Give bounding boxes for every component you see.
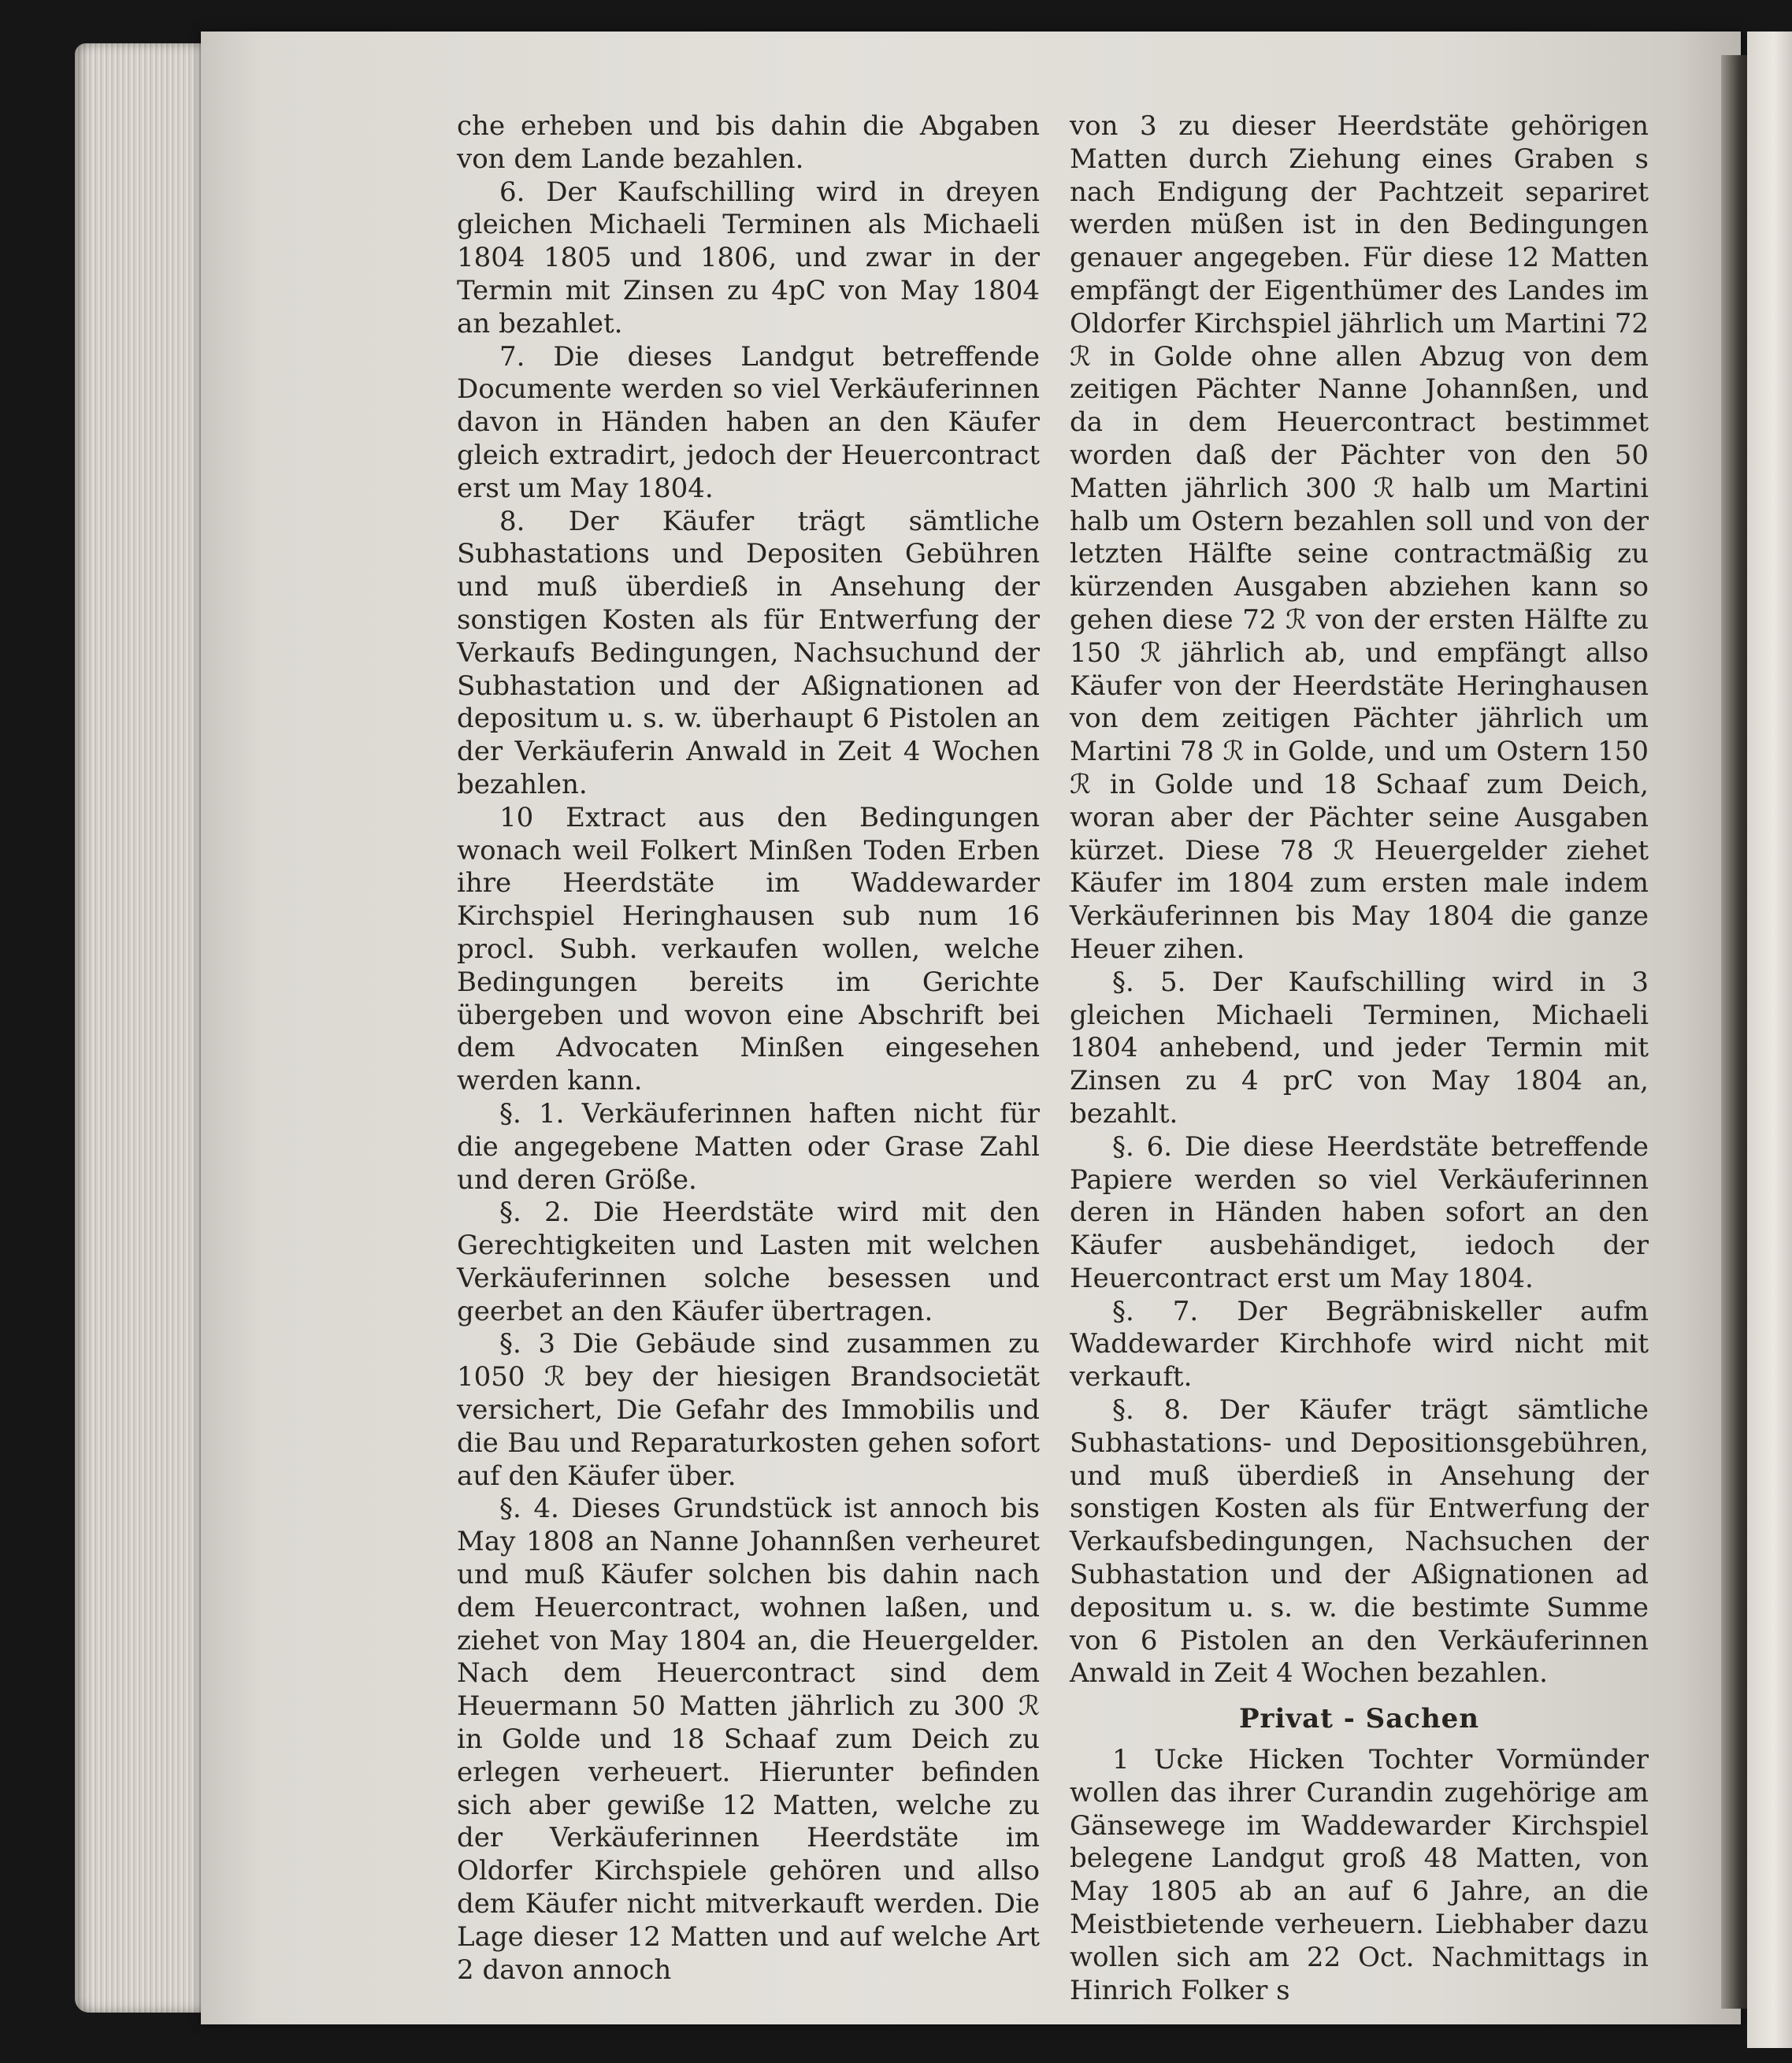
paragraph: 8. Der Käufer trägt sämtliche Subhastations und Depositen Gebühren und muß überdieß in Ansehung der sonstigen Kosten als für Entwerfung der Verkaufs Bedingungen, Nachsuchund der Subhastation und der Aßignationen ad depositum u. s. w. überhaupt 6 Pistolen an der Verkäuferin Anwald in Zeit 4 Wochen bezahlen. — [457, 505, 1040, 800]
paragraph: 7. Die dieses Landgut betreffende Documente werden so viel Verkäuferinnen davon in Händen haben an den Käufer gleich extradirt, jedoch der Heuercontract erst um May 1804. — [457, 340, 1040, 504]
paragraph: §. 3 Die Gebäude sind zusammen zu 1050 ℛ bey der hiesigen Brandsocietät versichert, Die Gefahr des Immobilis und die Bau und Reparaturkosten gehen sofort auf den Käufer über. — [457, 1328, 1040, 1492]
facing-page-edge — [1747, 32, 1792, 2048]
paragraph: 6. Der Kaufschilling wird in dreyen gleichen Michaeli Terminen als Michaeli 1804 1805 und 1806, und zwar in der Termin mit Zinsen zu 4pC von May 1804 an bezahlet. — [457, 176, 1040, 340]
book-page-edges — [75, 43, 213, 2013]
paragraph: §. 6. Die diese Heerdstäte betreffende Papiere werden so viel Verkäuferinnen deren in Händen haben sofort an den Käufer ausbehändiget, iedoch der Heuercontract erst um May 1804. — [1070, 1130, 1649, 1294]
paragraph: 1 Ucke Hicken Tochter Vormünder wollen das ihrer Curandin zugehörige am Gänsewege im Waddewarder Kirchspiel belegene Landgut groß 48 Matten, von May 1805 ab an auf 6 Jahre, an die Meistbietende verheuern. Liebhaber dazu wollen sich am 22 Oct. Nachmittags in Hinrich Folker s — [1070, 1744, 1649, 2006]
right-text-column — [1070, 110, 1649, 2007]
paragraph: che erheben und bis dahin die Abgaben von dem Lande bezahlen. — [457, 110, 1040, 175]
paragraph: §. 8. Der Käufer trägt sämtliche Subhastations- und Depositionsgebühren, und muß überdieß in Ansehung der sonstigen Kosten als für Entwerfung der Verkaufsbedingungen, Nachsuchen der Subhastation und der Aßignationen ad depositum u. s. w. die bestimte Summe von 6 Pistolen an den Verkäuferinnen Anwald in Zeit 4 Wochen bezahlen. — [1070, 1394, 1649, 1690]
section-heading: Privat - Sachen — [1238, 1703, 1480, 1735]
paragraph: von 3 zu dieser Heerdstäte gehörigen Matten durch Ziehung eines Graben s nach Endigung der Pachtzeit separiret werden müßen ist in den Bedingungen genauer angegeben. Für diese 12 Matten empfängt der Eigenthümer des Landes im Oldorfer Kirchspiel jährlich um Martini 72 ℛ in Golde ohne allen Abzug von dem zeitigen Pächter Nanne Johannßen, und da in dem Heuercontract bestimmet worden daß der Pächter von den 50 Matten jährlich 300 ℛ halb um Martini halb um Ostern bezahlen soll und von der letzten Hälfte seine contractmäßig zu kürzenden Ausgaben abziehen kann so gehen diese 72 ℛ von der ersten Hälfte zu 150 ℛ jährlich ab, und empfängt allso Käufer von der Heerdstäte Heringhausen von dem zeitigen Pächter jährlich um Martini 78 ℛ in Golde, und um Ostern 150 ℛ in Golde und 18 Schaaf zum Deich, woran aber der Pächter seine Ausgaben kürzet. Diese 78 ℛ Heuergelder ziehet Käufer im 1804 zum ersten male indem Verkäuferinnen bis May 1804 die ganze Heuer zihen. — [1070, 110, 1649, 965]
paragraph: 10 Extract aus den Bedingungen wonach weil Folkert Minßen Toden Erben ihre Heerdstäte im Waddewarder Kirchspiel Heringhausen sub num 16 procl. Subh. verkaufen wollen, welche Bedingungen bereits im Gerichte übergeben und wovon eine Abschrift bei dem Advocaten Minßen eingesehen werden kann. — [457, 801, 1040, 1097]
paragraph: §. 1. Verkäuferinnen haften nicht für die angegebene Matten oder Grase Zahl und deren Größe. — [457, 1097, 1040, 1196]
paragraph: §. 5. Der Kaufschilling wird in 3 gleichen Michaeli Terminen, Michaeli 1804 anhebend, und jeder Termin mit Zinsen zu 4 prC von May 1804 an, bezahlt. — [1070, 966, 1649, 1130]
paragraph: §. 7. Der Begräbniskeller aufm Waddewarder Kirchhofe wird nicht mit verkauft. — [1070, 1295, 1649, 1393]
paragraph: §. 4. Dieses Grundstück ist annoch bis May 1808 an Nanne Johannßen verheuret und muß Käufer solchen bis dahin nach dem Heuercontract, wohnen laßen, und ziehet von May 1804 an, die Heuergelder. Nach dem Heuercontract sind dem Heuermann 50 Matten jährlich zu 300 ℛ in Golde und 18 Schaaf zum Deich zu erlegen verheuert. Hierunter befinden sich aber gewiße 12 Matten, welche zu der Verkäuferinnen Heerdstäte im Oldorfer Kirchspiele gehören und allso dem Käufer nicht mitverkauft werden. Die Lage dieser 12 Matten und auf welche Art 2 davon annoch — [457, 1493, 1040, 1986]
left-text-column — [457, 110, 1040, 1987]
paragraph: §. 2. Die Heerdstäte wird mit den Gerechtigkeiten und Lasten mit welchen Verkäuferinnen solche besessen und geerbet an den Käufer übertragen. — [457, 1197, 1040, 1327]
